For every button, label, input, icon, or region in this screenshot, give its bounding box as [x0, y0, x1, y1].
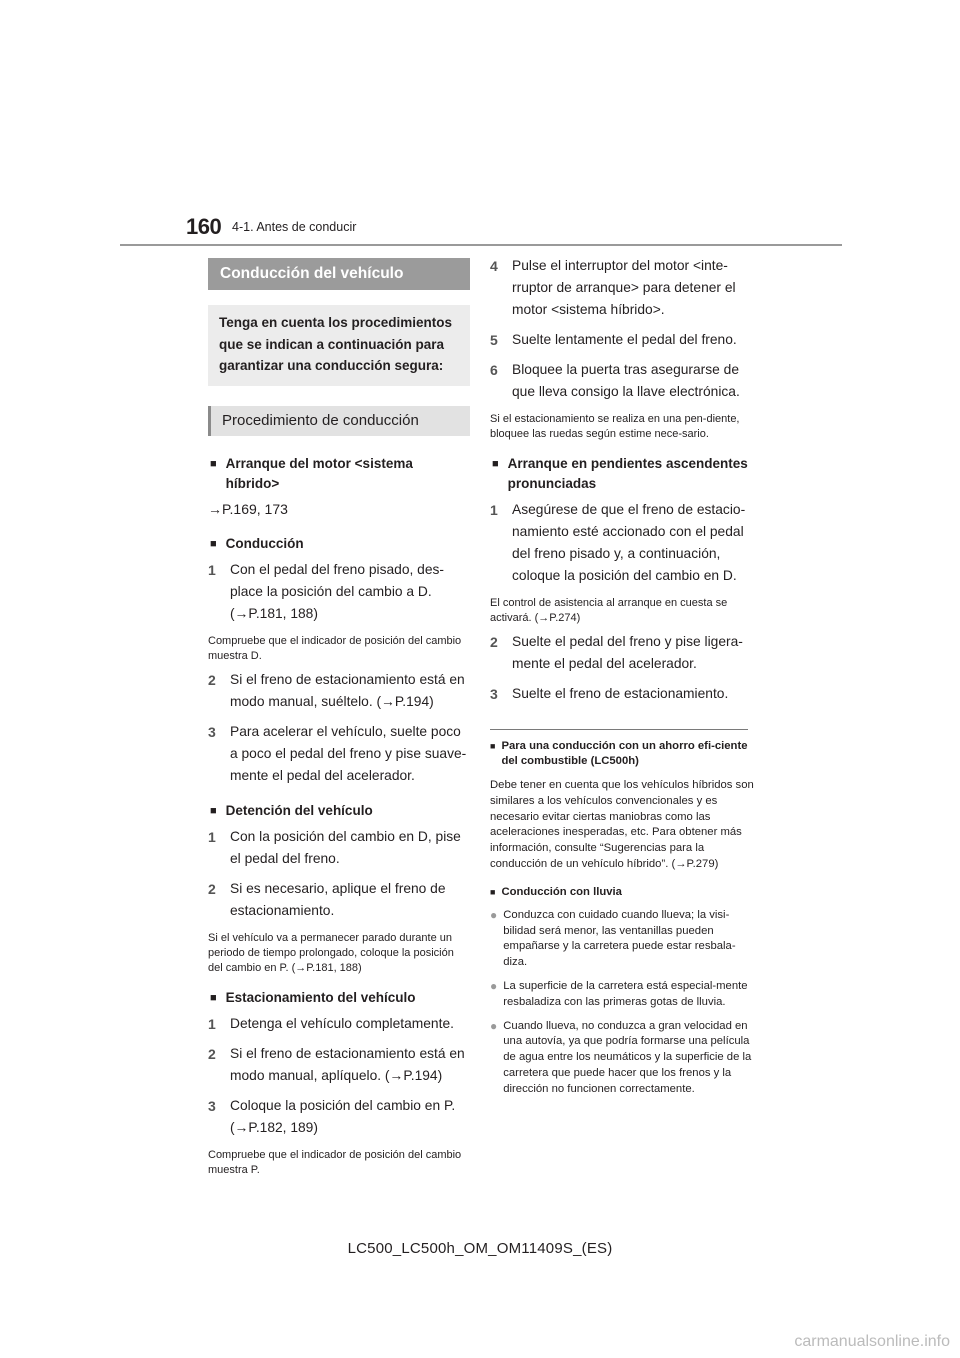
note-text: Compruebe que el indicador de posición del cambio muestra P. — [208, 1148, 462, 1176]
note-text: El control de asistencia al arranque en cuesta se activará. (→P.274) — [490, 597, 728, 624]
step-item: 3 Para acelerar el vehículo, suelte poco a poco el pedal del freno y pise suave-mente el pedal del acelerador. — [208, 723, 467, 783]
note-text: Compruebe que el indicador de posición del cambio muestra D. — [208, 634, 462, 662]
step-item: 1 Con la posición del cambio en D, pise el pedal del freno. — [208, 828, 461, 866]
footer-code: LC500_LC500h_OM_OM11409S_(ES) — [347, 1240, 613, 1257]
step-item: 2 Suelte el pedal del freno y pise ligera-mente el pedal del acelerador. — [490, 634, 743, 671]
left-column — [208, 258, 470, 1180]
bullet-item: ● La superficie de la carretera está especial-mente resbaladiza con las primeras gotas de lluvia. — [490, 979, 754, 1011]
step-item: 2 Si el freno de estacionamiento está en modo manual, aplíquelo. (→P.194) — [208, 1045, 465, 1083]
circle-bullet-icon: ● — [490, 978, 498, 993]
info-heading-rain: ■ Conducción con lluvia — [490, 885, 622, 898]
step-item: 5 Suelte lentamente el pedal del freno. — [490, 332, 737, 348]
page-number: 160 — [186, 214, 222, 239]
square-bullet-icon: ■ — [210, 537, 217, 550]
subheading-stop: ■ Detención del vehículo — [208, 801, 470, 821]
procedure-heading: Procedimiento de conducción — [208, 406, 470, 436]
square-bullet-icon: ■ — [210, 991, 217, 1004]
subheading-start: ■ Arranque del motor <sistema híbrido> — [208, 454, 470, 494]
bullet-item: ● Conduzca con cuidado cuando llueva; la visi-bilidad será menor, las ventanillas pueden empañarse y la carretera puede estar resbala-diza. — [490, 908, 754, 971]
info-paragraph: Debe tener en cuenta que los vehículos híbridos son similares a los vehículos convencionales y es necesario evitar ciertas maniobras como las aceleraciones inesperadas, etc. Para obtener más información, consulte “Sugerencias para la conducción de un vehículo híbrido”. (→P.279) — [490, 779, 754, 870]
note-text: Si el vehículo va a permanecer parado durante un periodo de tiempo prolongado, coloque la posición del cambio en P. (→P.181, 188) — [208, 931, 454, 974]
note-text: Si el estacionamiento se realiza en una pen-diente, bloquee las ruedas según estime nece-sario. — [490, 413, 740, 440]
square-bullet-icon: ■ — [210, 804, 217, 817]
circle-bullet-icon: ● — [490, 1018, 498, 1033]
step-item: 1 Asegúrese de que el freno de estacio-namiento esté accionado con el pedal del freno pisado y, a continuación, coloque la posición del cambio en D. — [490, 502, 746, 583]
header-rule — [120, 244, 842, 246]
square-bullet-icon: ■ — [492, 458, 499, 470]
step-item: 6 Bloquee la puerta tras asegurarse de que lleva consigo la llave electrónica. — [490, 362, 740, 399]
subheading-park: ■ Estacionamiento del vehículo — [208, 988, 470, 1008]
step-item: 2 Si el freno de estacionamiento está en modo manual, suéltelo. (→P.194) — [208, 671, 465, 709]
step-item: 1 Con el pedal del freno pisado, des-place la posición del cambio a D. (→P.181, 188) — [208, 561, 444, 621]
step-item: 3 Coloque la posición del cambio en P. (→P.182, 189) — [208, 1097, 456, 1135]
watermark: carmanualsonline.info — [794, 1333, 950, 1350]
section-title: 4-1. Antes de conducir — [232, 220, 357, 234]
right-column — [490, 255, 754, 1098]
step-item: 1 Detenga el vehículo completamente. — [208, 1015, 454, 1032]
subheading-driving: ■ Conducción — [208, 534, 470, 554]
page-reference: →P.169, 173 — [208, 500, 288, 517]
subheading-hill: ■ Arranque en pendientes ascendentes pronunciadas — [490, 454, 754, 494]
info-heading-eco: ■ Para una conducción con un ahorro efi-ciente del combustible (LC500h) — [490, 740, 748, 767]
step-item: 4 Pulse el interruptor del motor <inte-rruptor de arranque> para detener el motor <sistema híbrido>. — [490, 258, 736, 317]
step-item: 3 Suelte el freno de estacionamiento. — [490, 686, 729, 702]
chapter-heading: Conducción del vehículo — [208, 258, 470, 290]
intro-box: Tenga en cuenta los procedimientos que se indican a continuación para garantizar una conducción segura: — [208, 305, 470, 386]
square-bullet-icon: ■ — [490, 741, 496, 751]
bullet-item: ● Cuando llueva, no conduzca a gran velocidad en una autovía, ya que podría formarse una película de agua entre los neumáticos y la superficie de la carretera que puede hacer que los frenos y la dirección no funcionen correctamente. — [490, 1019, 754, 1098]
square-bullet-icon: ■ — [210, 457, 217, 470]
section-divider — [490, 729, 748, 730]
step-item: 2 Si es necesario, aplique el freno de estacionamiento. — [208, 880, 446, 918]
circle-bullet-icon: ● — [490, 907, 498, 922]
square-bullet-icon: ■ — [490, 886, 496, 897]
